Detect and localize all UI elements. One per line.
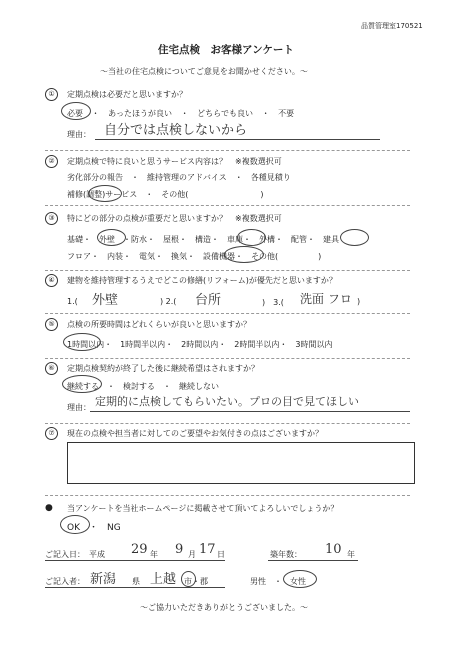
entry-month[interactable]: 9 [175,542,184,557]
q6-reason-label: 理由： [67,403,91,412]
q4-l3: ) 3.( [262,298,284,307]
q1-text: 定期点検は必要だと思いますか？ [67,90,187,99]
divider [45,150,410,151]
q6-text: 定期点検契約が終了した後に継続希望はされますか？ [67,364,259,373]
q6-number: ⑥ [45,362,58,375]
footer-thanks: ～ご協力いただきありがとうございました。～ [140,603,308,612]
entry-pref[interactable]: 新潟 [90,572,117,587]
q1-selected-mark [61,102,91,120]
q5-selected-mark [63,333,101,351]
q5-number: ⑤ [45,318,58,331]
divider [45,270,410,271]
entry-day[interactable]: 17 [199,542,216,557]
divider [45,358,410,359]
q4-value3[interactable]: 洗面 フロ [300,292,352,306]
doc-code: 品質管理室170521 [361,22,423,30]
q3-selected-mark-fittings [340,229,369,246]
divider [45,423,410,424]
q5-options[interactable]: 1時間以内・ 1時間半以内・ 2時間以内・ 2時間半以内・ 3時間以内 [67,340,333,349]
entry-age-label: 築年数： [270,550,302,559]
entry-person-line [45,587,225,588]
q2-selected-mark [88,185,122,202]
q8-options[interactable]: OK ・ NG [67,523,121,533]
entry-nen: 年 [150,550,158,559]
entry-shi-mark [181,571,196,587]
q1-option-either[interactable]: どちらでも良い [197,109,254,118]
entry-sex-options[interactable]: 男性 ・ 女性 [250,577,306,586]
entry-age-line [268,560,358,561]
divider [45,205,410,206]
entry-ken: 県 [132,577,140,586]
q3-selected-mark-garage [237,229,266,246]
q8-selected-mark [60,515,90,534]
q2-number: ② [45,155,58,168]
entry-age-value[interactable]: 10 [325,542,342,557]
q5-text: 点検の所要時間はどれくらいが良いと思いますか？ [67,320,251,329]
q4-l1: 1.( [67,297,78,306]
q8-text: 当アンケートを当社ホームページに掲載させて頂いてよろしいでしょうか？ [67,504,339,513]
q3-number: ③ [45,212,58,225]
entry-nichi: 日 [217,550,225,559]
q1-option-required[interactable]: 必要 [67,109,83,118]
q1-reason-value[interactable]: 自分では点検しないから [104,123,248,138]
q1-option-better[interactable]: あったほうが良い [108,109,173,118]
entry-shi-gun: 市・郡 [184,577,208,586]
q6-options[interactable]: 継続する ・ 検討する ・ 継続しない [67,382,219,391]
q7-comment-box[interactable] [67,442,415,484]
entry-person-label: ご記入者： [45,577,85,586]
q8-bullet-icon: ● [45,503,53,513]
page-subtitle: ～当社の住宅点検についてご意見をお聞かせください。～ [100,67,308,76]
q3-selected-mark-equipment [224,246,264,263]
entry-sex-mark [283,570,317,588]
q3-options-row2[interactable]: フロア・ 内装・ 電気・ 換気・ 設備機器・ その他( ) [67,252,322,261]
entry-date-line [45,560,225,561]
entry-year[interactable]: 29 [131,542,148,557]
entry-city[interactable]: 上越 [150,572,177,587]
q1-options: 必要 ・ あったほうが良い ・ どちらでも良い ・ 不要 [67,109,295,118]
entry-date-label: ご記入日： 平成 [45,550,105,559]
q7-text: 現在の点検や担当者に対してのご要望やお気付きの点はございますか？ [67,429,323,438]
q1-reason-label: 理由： [67,130,91,139]
q3-selected-mark-exterior [97,229,126,246]
q2-text: 定期点検で特に良いと思うサービス内容は？ ※複数選択可 [67,157,282,166]
q1-number: ① [45,88,58,101]
q3-options-row1[interactable]: 基礎・ 外壁 ・防水・ 屋根・ 構造・ 車庫・ 外構・ 配管・ 建具 [67,235,339,244]
q3-text: 特にどの部分の点検が重要だと思いますか？ ※複数選択可 [67,214,282,223]
q1-option-unnecessary[interactable]: 不要 [278,109,295,118]
q6-reason-line [90,411,410,412]
q4-value1[interactable]: 外壁 [92,293,119,308]
page-title: 住宅点検 お客様アンケート [158,44,294,56]
q4-text: 建物を維持管理するうえでどこの修繕(リフォーム)が優先だと思いますか？ [67,276,337,285]
q4-number: ④ [45,274,58,287]
q4-end: ) [357,297,361,306]
entry-gatsu: 月 [188,550,196,559]
q4-l2: ) 2.( [160,297,177,306]
q7-number: ⑦ [45,427,58,440]
divider [45,495,410,496]
entry-age-unit: 年 [347,550,355,559]
q6-selected-mark [62,375,102,393]
q1-reason-line [95,139,380,140]
divider [45,313,410,314]
q6-reason-value[interactable]: 定期的に点検してもらいたい。プロの目で見てほしい [95,395,359,408]
q2-options-row2[interactable]: 補修(調整)サービス ・ その他( ) [67,190,264,199]
q4-value2[interactable]: 台所 [195,293,222,308]
q2-options-row1[interactable]: 劣化部分の報告 ・ 維持管理のアドバイス ・ 各種見積り [67,173,291,182]
